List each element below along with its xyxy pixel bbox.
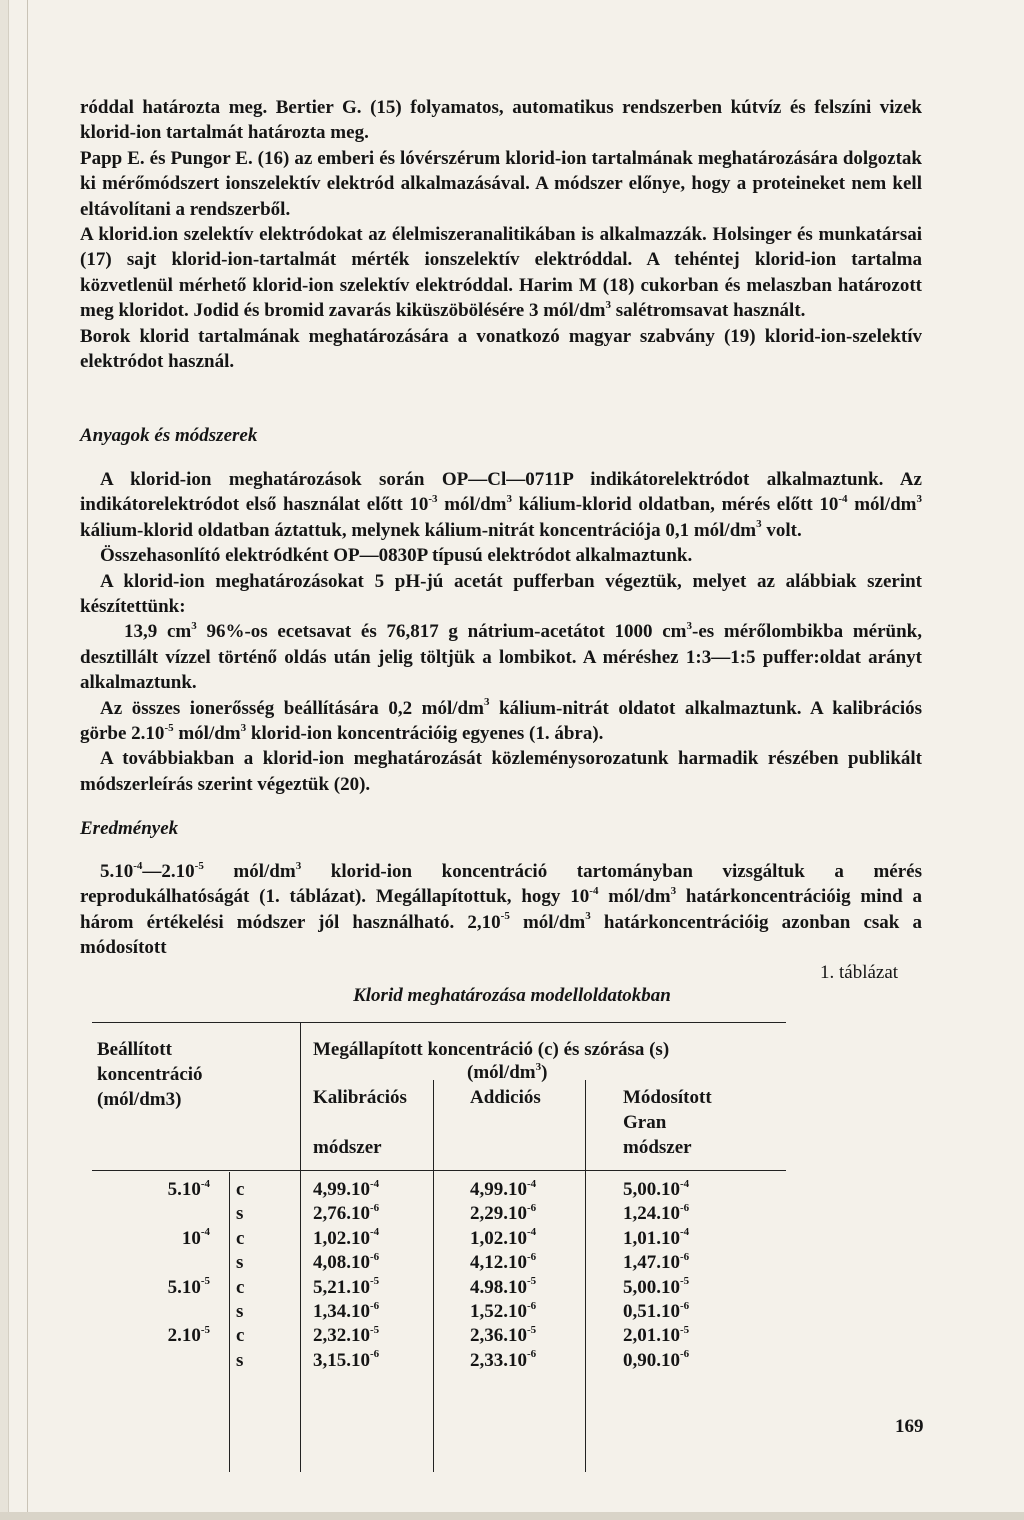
cell-set-concentration: $5.10^{-4}$ xyxy=(167,1177,210,1200)
cell-set-concentration: $2.10^{-5}$ xyxy=(167,1324,210,1347)
paragraph: A továbbiakban a klorid-ion meghatározását közleménysorozatunk harmadik részében publikált módszerleírás szerint végeztük (20). xyxy=(80,748,922,795)
cell-modositott-gran: $0,90.10^{-6}$ xyxy=(623,1348,690,1371)
cell-value-type: c xyxy=(236,1179,245,1200)
intro-text xyxy=(80,95,922,374)
table-rule-vertical-2 xyxy=(433,1080,434,1472)
page-edge-bottom xyxy=(0,1512,1024,1520)
cell-kalibracios: $2,76.10^{-6}$ xyxy=(313,1202,380,1225)
paragraph: A klorid-ion meghatározások során OP—Cl—0711P indikátorelektródot alkalmaztunk. Az indikátorelektródot első használat előtt $10^{-3}$ mól/$dm^3$ kálium-klorid oldatban, mérés előtt $10^{-4}$ mól/$dm^3$ kálium-klorid oldatban áztattuk, melynek kálium-nitrát koncentrációja 0,1 mól/$dm^3$ volt. xyxy=(80,469,922,541)
cell-addicios: $1,52.10^{-6}$ xyxy=(470,1299,537,1322)
cell-kalibracios: $5,21.10^{-5}$ xyxy=(313,1275,380,1298)
cell-addicios: $4.98.10^{-5}$ xyxy=(470,1275,537,1298)
paragraph: Borok klorid tartalmának meghatározására a vonatkozó magyar szabvány (19) klorid-ion-szelektív elektródot használ. xyxy=(80,325,922,373)
cell-addicios: $4,99.10^{-4}$ xyxy=(470,1177,537,1200)
cell-value-type: s xyxy=(236,1252,244,1274)
paragraph: 13,9 $cm^3$ 96%-os ecetsavat és 76,817 g nátrium-acetátot 1000 $cm^3-es$ mérőlombikba mérünk, desztillált vízzel történő oldás után jelig töltjük a lombikot. A méréshez 1:3—1:5 puffer:oldat arányt alkalmaztunk. xyxy=(80,620,922,694)
cell-modositott-gran: $5,00.10^{-5}$ xyxy=(623,1275,690,1298)
cell-value-type: c xyxy=(236,1325,245,1347)
table-rule-header xyxy=(92,1170,786,1171)
paragraph: Papp E. és Pungor E. (16) az emberi és lóvérszérum klorid-ion tartalmának meghatározására dolgoztak ki mérőmódszert ionszelektív elektród alkalmazásával. A módszer előnye, hogy a proteineket nem kell eltávolítani a rendszerből. xyxy=(80,147,922,220)
table-rule-vertical-1 xyxy=(300,1022,301,1472)
cell-addicios: $2,29.10^{-6}$ xyxy=(470,1202,537,1225)
cell-kalibracios: $3,15.10^{-6}$ xyxy=(313,1348,380,1371)
cell-value-type: c xyxy=(236,1227,245,1249)
cell-addicios: $4,12.10^{-6}$ xyxy=(470,1250,537,1274)
cell-modositott-gran: $1,01.10^{-4}$ xyxy=(623,1226,690,1249)
cell-value-type: s xyxy=(236,1349,244,1371)
col-header-addicios: Addiciós xyxy=(470,1087,541,1108)
cell-set-concentration: $10^{-4}$ xyxy=(181,1226,210,1249)
cell-modositott-gran: $1,24.10^{-6}$ xyxy=(623,1202,690,1225)
cell-addicios: $1,02.10^{-4}$ xyxy=(470,1226,537,1249)
paragraph: $5.10^{-4}—2.10^{-5}$ mól/$dm^3$ klorid-ion koncentráció tartományban vizsgáltuk a mérés reprodukálhatóságát (1. táblázat). Megállapítottuk, hogy $10^{-4}$ mól/$dm^3$ határkoncentrációig mind a három értékelési módszer jól használható. $2,10^{-5}$ mól/$dm^3$ határkoncentrációig azonban csak a módosított xyxy=(80,859,922,959)
col-header-set-conc: Beállított koncentráció (mól/dm3) xyxy=(97,1039,203,1110)
section-materials-body xyxy=(80,467,922,797)
paragraph: Összehasonlító elektródként OP—0830P típusú elektródot alkalmaztunk. xyxy=(100,545,693,567)
cell-modositott-gran: $2,01.10^{-5}$ xyxy=(623,1324,690,1347)
paragraph: Az összes ionerősség beállítására 0,2 mól/$dm^3$ kálium-nitrát oldatot alkalmaztunk. A kalibrációs görbe $2.10^{-5}$ mól/$dm^3$ klorid-ion koncentrációig egyenes (1. ábra). xyxy=(80,696,923,745)
cell-kalibracios: $2,32.10^{-5}$ xyxy=(313,1324,380,1347)
group-header-unit: $(mól/dm^3)$ xyxy=(467,1060,548,1083)
cell-kalibracios: $1,02.10^{-4}$ xyxy=(313,1226,380,1249)
table-label: 1. táblázat xyxy=(820,962,899,983)
col-header-kalibracios: Kalibrációs módszer xyxy=(313,1087,407,1158)
section-heading: Anyagok és módszerek xyxy=(80,425,258,446)
page-edge-left xyxy=(0,0,9,1520)
section-heading: Eredmények xyxy=(80,818,179,839)
cell-kalibracios: $4,99.10^{-4}$ xyxy=(313,1177,380,1200)
cell-value-type: s xyxy=(236,1203,244,1225)
table-rule-vertical-0 xyxy=(229,1172,230,1472)
cell-modositott-gran: $5,00.10^{-4}$ xyxy=(623,1177,690,1200)
page-edge-line xyxy=(27,0,28,1520)
table-rule-top xyxy=(92,1022,786,1023)
cell-modositott-gran: $0,51.10^{-6}$ xyxy=(623,1299,690,1322)
cell-kalibracios: $4,08.10^{-6}$ xyxy=(313,1250,380,1274)
col-header-modositott-gran: Módosított Gran módszer xyxy=(623,1087,712,1158)
paragraph: A klorid-ion meghatározásokat 5 pH-jú acetát pufferban végeztük, melyet az alábbiak szerint készítettünk: xyxy=(80,570,922,618)
cell-value-type: s xyxy=(236,1301,244,1322)
cell-value-type: c xyxy=(236,1276,245,1298)
cell-kalibracios: $1,34.10^{-6}$ xyxy=(313,1299,380,1322)
section-results-body xyxy=(80,859,922,961)
section-materials xyxy=(80,425,922,447)
table-title: Klorid meghatározása modelloldatokban xyxy=(353,985,671,1006)
paragraph: A klorid.ion szelektív elektródokat az élelmiszeranalitikában is alkalmazzák. Holsinger és munkatársai (17) sajt klorid-ion-tartalmát mérték ionszelektív elektróddal. A tehéntej klorid-ion tartalma közvetlenül mérhető klorid-ion szelektív elektróddal. Harim M (18) cukorban és melaszban határozott meg kloridot. Jodid és bromid zavarás kiküszöbölésére 3 mól/$dm^3$ salétromsavat használt. xyxy=(80,224,922,322)
group-header: Megállapított koncentráció (c) és szórása (s) xyxy=(313,1039,670,1060)
cell-set-concentration: $5.10^{-5}$ xyxy=(167,1275,210,1298)
table-rule-vertical-3 xyxy=(585,1080,586,1472)
cell-addicios: $2,33.10^{-6}$ xyxy=(470,1348,537,1371)
page-number: 169 xyxy=(895,1416,924,1437)
section-results xyxy=(80,818,922,840)
cell-addicios: $2,36.10^{-5}$ xyxy=(470,1324,537,1347)
paragraph: róddal határozta meg. Bertier G. (15) folyamatos, automatikus rendszerben kútvíz és felszíni vizek klorid-ion tartalmát határozta meg. xyxy=(80,97,922,144)
cell-modositott-gran: $1,47.10^{-6}$ xyxy=(623,1250,690,1274)
